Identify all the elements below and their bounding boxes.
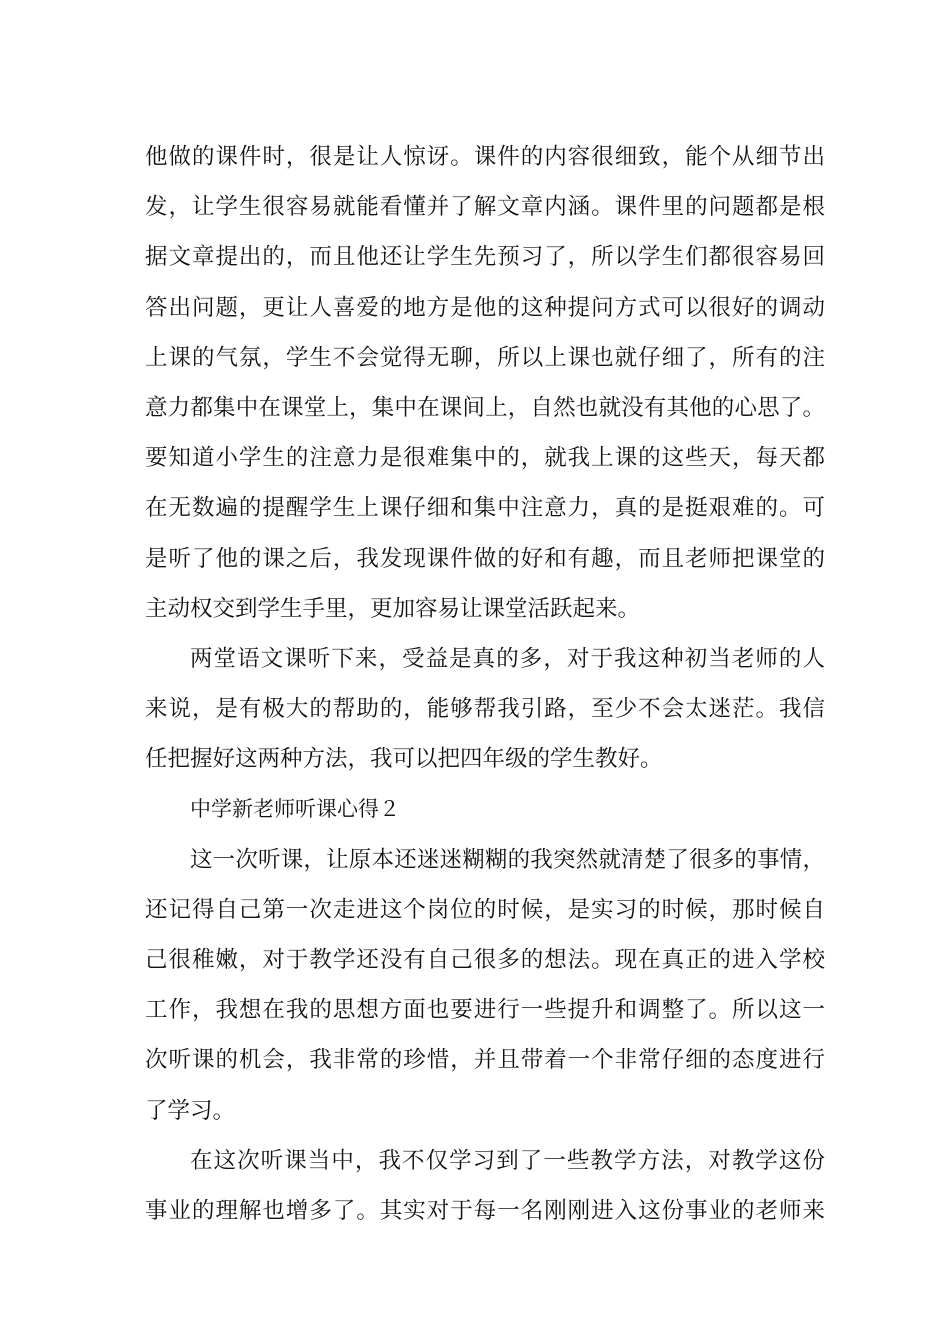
text-line: 上课的气氛，学生不会觉得无聊，所以上课也就仔细了，所有的注 xyxy=(145,344,825,371)
text-line: 答出问题，更让人喜爱的地方是他的这种提问方式可以很好的调动 xyxy=(145,294,825,321)
text-line: 两堂语文课听下来，受益是真的多，对于我这种初当老师的人 xyxy=(190,645,825,672)
text-line: 还记得自己第一次走进这个岗位的时候，是实习的时候，那时候自 xyxy=(145,896,825,923)
text-line: 他做的课件时，很是让人惊讶。课件的内容很细致，能个从细节出 xyxy=(145,144,825,170)
text-line: 发，让学生很容易就能看懂并了解文章内涵。课件里的问题都是根 xyxy=(145,194,825,221)
paragraph xyxy=(145,634,825,785)
text-line: 在无数遍的提醒学生上课仔细和集中注意力，真的是挺艰难的。可 xyxy=(145,495,825,522)
text-line: 这一次听课，让原本还迷迷糊糊的我突然就清楚了很多的事情， xyxy=(190,846,825,873)
section-heading xyxy=(145,784,825,834)
text-line: 主动权交到学生手里，更加容易让课堂活跃起来。 xyxy=(145,595,641,622)
document-body xyxy=(145,132,825,1236)
text-line: 来说，是有极大的帮助的，能够帮我引路，至少不会太迷茫。我信 xyxy=(145,696,825,723)
paragraph xyxy=(145,132,825,634)
text-line: 工作，我想在我的思想方面也要进行一些提升和调整了。所以这一 xyxy=(145,997,825,1024)
text-line: 是听了他的课之后，我发现课件做的好和有趣，而且老师把课堂的 xyxy=(145,545,825,572)
heading-text: 中学新老师听课心得２ xyxy=(190,797,400,822)
text-line: 要知道小学生的注意力是很难集中的，就我上课的这些天，每天都 xyxy=(145,445,825,472)
text-line: 任把握好这两种方法，我可以把四年级的学生教好。 xyxy=(145,746,663,773)
text-line: 了学习。 xyxy=(145,1097,236,1124)
text-line: 在这次听课当中，我不仅学习到了一些教学方法，对教学这份 xyxy=(190,1147,825,1174)
text-line: 据文章提出的，而且他还让学生先预习了，所以学生们都很容易回 xyxy=(145,244,825,271)
text-line: 己很稚嫩，对于教学还没有自己很多的想法。现在真正的进入学校 xyxy=(145,947,825,973)
text-line: 事业的理解也增多了。其实对于每一名刚刚进入这份事业的老师来 xyxy=(145,1197,825,1224)
paragraph xyxy=(145,1136,825,1236)
paragraph xyxy=(145,835,825,1136)
text-line: 次听课的机会，我非常的珍惜，并且带着一个非常仔细的态度进行 xyxy=(145,1047,825,1074)
text-line: 意力都集中在课堂上，集中在课间上，自然也就没有其他的心思了。 xyxy=(145,394,825,421)
